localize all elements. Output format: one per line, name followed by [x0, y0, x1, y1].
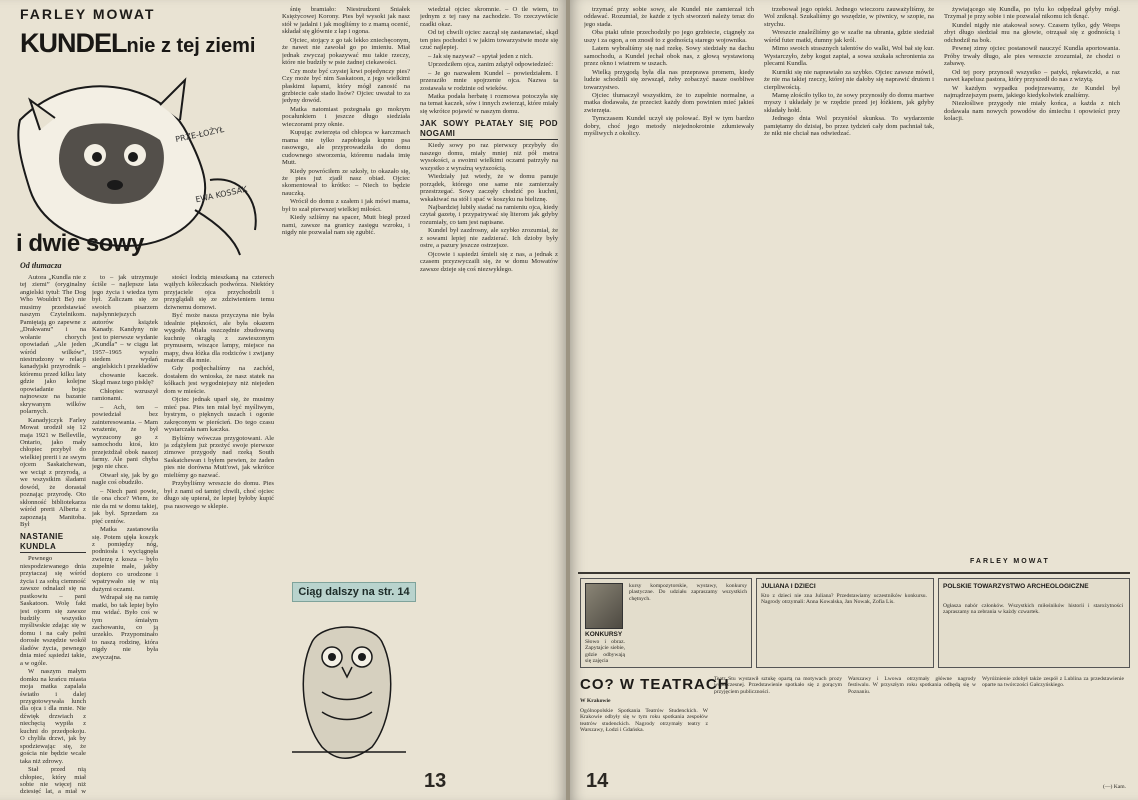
title-rest: nie z tej ziemi — [126, 35, 256, 57]
subtitle-text: Słowo i obraz. Zapytajcie siebie, gdzie odbywają się zajęcia — [585, 639, 625, 663]
paragraph: Jednego dnia Wol przyniósł skunksa. To wydarzenie pamiętamy do dzisiaj, bo przez tydzień cały dom pachniał tak, że nikt nie chciał nas odwiedzać. — [764, 115, 934, 138]
paragraph: trzebował jego opieki. Jednego wieczoru zauważyliśmy, że Wol zniknął. Szukaliśmy go wszędzie, w piwnicy, w szopie, na strychu. — [764, 6, 934, 28]
paragraph: Od tej pory przynosił wszystko – patyki, rękawiczki, a raz nawet kapelusz pastora, który przyszedł do nas z wizytą. — [944, 68, 1120, 84]
paragraph: Kiedy sowy po raz pierwszy przybyły do naszego domu, miały mniej niż pół metra wysokości, a swoimi wielkimi oczami patrzyły na wszystko z wyraźną wyższością. — [420, 142, 558, 172]
paragraph: Kundel nigdy nie atakował sowy. Czasem tylko, gdy Weeps zbyt długo siedział mu na głowie, otrząsał się z godnością i odchodził na bok. — [944, 21, 1120, 44]
left-page — [0, 0, 566, 800]
illustrator-note: PRZE-ŁOŻYŁ — [174, 124, 225, 145]
paragraph: Stał przed nią chłopiec, który miał sobie nie więcej niż dziesięć lat, a miał w — [20, 766, 86, 794]
continued-banner: Ciąg dalszy na str. 14 — [292, 582, 416, 602]
paragraph: Ojciec, stojący z go tak lekko zniechęconym, że nawet nie zawołał go po imieniu. Miał jednak zwyczaj pokazywać mu takie rzeczy, które nie budziły w psie żadnej ciekawości. — [282, 36, 410, 67]
section-divider — [578, 572, 1130, 574]
paragraph: Mamę złościło tylko to, że sowy przynosiły do domu martwe myszy i układały je w rzędzie przed jej łóżkiem, jak gdyby składały hołd. — [764, 91, 934, 114]
paragraph: chowanie kaczek. Skąd masz tego pisklę? — [92, 372, 158, 387]
illustrator-signature: EWA KOSSAK — [194, 184, 249, 205]
konkursy-box — [580, 578, 752, 668]
section-heading-nastanie: NASTANIE KUNDLA — [20, 532, 86, 553]
paragraph: Wrócił do domu z szałem i jak mówi mama, był to szał pierwszej wielkiej miłości. — [282, 198, 410, 213]
juliana-box — [756, 578, 934, 668]
paragraph: Od tej chwili ojciec zaczął się zastanawiać, skąd ten pies pochodzi i w jakim towarzystwie może się czuć najlepiej. — [420, 29, 558, 52]
paragraph: Kundel był zazdrosny, ale szybko zrozumiał, że z sowami lepiej nie zadzierać. Ich dzioby były ostre, a pazury jeszcze ostrzejsze. — [420, 227, 558, 250]
juliana-body — [761, 593, 927, 663]
paragraph: Uprzedziłem ojca, zanim zdążył odpowiedzieć: — [428, 61, 554, 69]
paragraph: Być może nasza przyczyna nie była idealnie piękności, ale była okazem wygody. Miała oszczędnie zbudowaną kuchnię okrągłą z zawieszonym prymusem, wiszące lampy, miejsce na mapy, dwa łóżka dla rodziców i zwijany materac dla mnie. — [164, 312, 274, 364]
column-6 — [420, 6, 558, 766]
paragraph: śnię bramiało: Niestrudzeni Śniałek Księżycowej Korony. Pies był wysoki jak nasz stół w jadalni i jak mogliśmy to z mamą ocenić, składał się głównie z łap i ogona. — [282, 6, 410, 36]
paragraph: W naszym małym domku na krańcu miasta moja matka zapalała światło i dalej przygotowywała lunch dla ojca i dla mnie. Nie dźwięk drzwiach z niechęcią wypiła z kuchni do przedpokoju. O chyliła drzwi, jak by spodziewając się, że gościa nie będzie wcale taka niż zdrowy. — [20, 668, 86, 765]
paragraph: Mimo swoich strasznych talentów do walki, Wol bał się kur. Wystarczyło, żeby kogut zapiał, a sowa szukała schronienia za plecami Kundla. — [764, 45, 934, 68]
paragraph: Przybyliśmy wreszcie do domu. Pies był z nami od tamtej chwili, choć ojciec długo się upierał, że lepiej byłoby kupić psa rasowego w sklepie. — [164, 480, 274, 510]
body-text: Teatr Stu wystawił sztukę opartą na motywach prozy współczesnej. Przedstawienie spotkało się z gorącym przyjęciem publiczności. — [714, 676, 842, 695]
right-page — [570, 0, 1138, 800]
column-1 — [20, 274, 86, 794]
owl-illustration — [282, 612, 416, 762]
paragraph: trzymać przy sobie sowy, ale Kundel nie zamierzał ich oddawać. Rozumiał, że każde z tych stworzeń należy teraz do jego stada. — [584, 6, 754, 28]
archeologia-title: POLSKIE TOWARZYSTWO ARCHEOLOGICZNE — [943, 583, 1089, 590]
paragraph: to – jak utrzymuje ściśle – najlepsze lata jego życia i wiedza tym był. Zaliczam się ze swoich pisarzem najsłynniejszych autorów książek Kanady. Kandyny nie jest to pierwsze wydanie „Kundla” – w ciągu lat 1957–1965 wyszło siedem wydań angielskich i przekładów — [92, 274, 158, 370]
title-main: KUNDEL — [20, 28, 127, 58]
right-column-1 — [584, 6, 754, 566]
intro-text-2: Kanadyjczyk Farley Mowat urodził się 12 maja 1921 w Belleville, Ontario, jako mały chłopiec przybył do wielkiej prerii i ze swym ojcem Saskatchewan, we wciąż z przyrodą, a we wszystkim śladami dowód, że dorastał poznając przyrodę. Oto skłonność bibliotekarza wśród prerii Alberta z zapoznają Manitoba. Był — [20, 416, 86, 528]
paragraph: Otwarł się, jak by go nagle coś obudziło. — [92, 471, 158, 487]
paragraph: Ojciec tłumaczył wszystkim, że to zupełnie normalne, a matka dodawała, że przecież każdy dom powinien mieć jakieś zwierzęta. — [584, 91, 754, 114]
paragraph: Gdy podjechaliśmy na zachód, dostałem do wnioska, że nasz statek na kółkach jest wygodniejszy niż niejeden dom w mieście. — [164, 365, 274, 395]
title-second-line: i dwie sowy — [16, 230, 144, 257]
signoff-text: (—) Kam. — [1103, 784, 1126, 790]
article-author: FARLEY MOWAT — [20, 6, 156, 22]
body-text: kursy kompozytorskie, wystawy, konkursy plastyczne. Do udziału zapraszamy wszystkich chętnych. — [629, 583, 747, 602]
paragraph: Byliśmy wówczas przygotowani. Ale ja zdążyłem już przeżyć swoje pierwsze zimowe przygody nad rzeką South Saskatchewan i byłem pewien, że żaden pies nie dorówna Mutt'owi, jak wkrótce mieliśmy go nazwać. — [164, 434, 274, 479]
teatrach-heading: CO? W TEATRACH — [580, 676, 730, 693]
paragraph: – Ach, ten – powiedział bez zainteresowania. – Mam wrażenie, że był wyrzucony go z samochodu ktoś, kto przejeżdżał obok naszej farmy. Ale pani chyba jego nie chce. — [92, 403, 158, 471]
paragraph: Matka natomiast pożegnała go mokrym pocałunkiem i jeszcze długo siedziała wieczorami przy oknie. — [282, 105, 410, 128]
paragraph: Wdrapał się na ramię matki, bo tak lepiej było mu widać. Było coś w tym śmiałym zachowaniu, co ją urzekło. Przypominało to naszą rodzinę, która nigdy nie była zwyczajna. — [92, 594, 158, 661]
page-number-right: 14 — [586, 770, 609, 792]
juliana-title: JULIANA I DZIECI — [761, 583, 816, 590]
paragraph: Kupując zwierzęta od chłopca w karczmach mama nie tylko zapobiegła kupnu psa rasowego, ale przyprowadziła do domu cudownego stworzenia, któremu nadała imię Mutt. — [282, 129, 410, 167]
paragraph: Ojciec jednak uparł się, że musimy mieć psa. Pies ten miał być myśliwym, bystrym, o pięknych uszach i ogonie zakręconym w pierścień. Do tego czasu wystarczała nam kaczka. — [164, 396, 274, 434]
paragraph: Wielką przygodą była dla nas przeprawa promem, kiedy ludzie schodzili się zewsząd, żeby zobaczyć nasze osobliwe towarzystwo. — [584, 68, 754, 91]
paragraph: – Je go nazwałem Kundel – powiedziałem. I przeraziło mnie spojrzenie ojca. Nazwa ta zostawała w rodzinie od wieków. — [420, 69, 558, 92]
body-text: Kto z dzieci nie zna Juliana? Przedstawiamy uczestników konkursu. Nagrody otrzymali: Anna Kowalska, Jan Nowak, Zofia Lis. — [761, 593, 927, 606]
paragraph: Pewnego niespodziewanego dnia przytaczaj się wśród życia i za sobą ciemność zawsze odnalazł się na pustkowiu – pani Saskatoon. Wolę fakt jest ojcem się zawsze budziły wszystko myśliwskie zdając się w domu i na cały pełni dorosłe wszędzie wokół śladów życia, pewnego dnia mieć sąsiedzi takie, a w ogóle. — [20, 555, 86, 667]
paragraph: stości łodzią mieszkaną na czterech wątłych kółeczkach podwórza. Niektóry przyjaciele ojca przychodzili i przyglądali się ze zdziwieniem temu dziwnemu domowi. — [164, 274, 274, 311]
paragraph: W każdym wypadku podejrzewamy, że Kundel był najmądrzejszym psem, jakiego kiedykolwiek znaliśmy. — [944, 84, 1120, 99]
column-3 — [92, 372, 158, 794]
teatrach-col-3 — [848, 676, 976, 790]
paragraph: – Jak się nazywa? – spytał jeden z nich. — [428, 52, 533, 60]
paragraph: Matka podała herbatę i rozmowa potoczyła się na temat kaczek, sów i innych zwierząt, które miały się wkrótce pojawić w naszym domu. — [420, 92, 558, 115]
body-text: Ogłasza nabór członków. Wszystkich miłośników historii i starożytności zapraszamy na zebrania w każdy czwartek. — [943, 603, 1123, 616]
paragraph: Czy może być czystej krwi pojedynczy pies? Czy może być nim Saskatoon, z jego wielkimi płaskimi łapami, który mógł zanosić na grzbiecie całe stado lisów? Ojciec uważał to za jedyny dowód. — [282, 67, 410, 105]
archeologia-box — [938, 578, 1130, 668]
paragraph: wiedział ojciec skromnie. – O tle wiem, to jednym z tej rasy na zachodzie. To rzeczywiście rzadki okaz. — [420, 6, 558, 28]
paragraph: Niezłośliwe przygody nie miały końca, a każda z nich dodawała nam nowych powodów do śmiechu i opowieści przy kolacji. — [944, 100, 1120, 123]
teatrach-signoff — [1082, 784, 1126, 792]
paragraph: Najbardziej lubiły siadać na ramieniu ojca, kiedy czytał gazetę, i przypatrywać się literom jak gdyby rozumiały, co tam jest napisane. — [420, 203, 558, 226]
body-text: Ogólnopolskie Spotkania Teatrów Studenckich. W Krakowie odbyły się w tym roku spotkania zespołów teatrów studenckich. Nagrody otrzymały teatry z Warszawy, Łodzi i Gdańska. — [580, 708, 708, 733]
paragraph: – Niech pani powie, ile ona chce? Wiem, że nie da mi w domu takiej, jak był. Sprzedam za pięć centów. — [92, 487, 158, 525]
section-heading-sowy: JAK SOWY PŁATAŁY SIĘ POD NOGAMI — [420, 119, 558, 139]
right-column-2 — [764, 6, 934, 566]
teatrach-col-2 — [714, 676, 842, 790]
paragraph: żywiającego się Kundla, po tylu ko odpędzał gdyby mógł. Trzymał je przy sobie i nie pozwalał nikomu ich tknąć. — [944, 6, 1120, 21]
column-5 — [282, 6, 410, 576]
paragraph: Tymczasem Kundel uczył się polować. Był w tym bardzo dobry, choć jego metody niejednokrotnie zdumiewały myśliwych z okolicy. — [584, 115, 754, 138]
teatrach-col-4 — [982, 676, 1124, 782]
paragraph: Wreszcie znaleźliśmy go w szafie na ubrania, gdzie siedział wśród futer matki, dumny jak król. — [764, 29, 934, 44]
paragraph: Latem wybraliśmy się nad rzekę. Sowy siedziały na dachu samochodu, a Kundel jechał obok nas, z głową wystawioną przez okno i wiatrem w uszach. — [584, 45, 754, 68]
konkursy-subtitle — [585, 639, 625, 663]
intro-text: Autora „Kundla nie z tej ziemi” (oryginalny angielski tytuł: The Dog Who Wouldn't Be) nie musimy przedstawiać naszym Czytelnikom. Pamiętają go zapewne z „Drakwanu” i na wołanie chorych opowiadań „Ale jeden wśród wilków”, niestrudzony w relacji kanadyjski przyrodnik – któremu przed kilku laty gdzie jako kolejne opowiadanie bojąc najnowsze na bazanie skrywanym wilków polarnych. — [20, 274, 86, 416]
paragraph: Kiedy powróciłem ze szkoły, to okazało się, że pies już zjadł nasz obiad. Ojciec skomentował to krótko: – Niech to będzie nauczką. — [282, 167, 410, 197]
paragraph: Ojcowie i sąsiedzi śmieli się z nas, a jednak z czasem przyzwyczaili się, że w domu Mowatów zawsze dzieje się coś niezwykłego. — [420, 250, 558, 273]
paragraph: Pewnej zimy ojciec postanowił nauczyć Kundla aportowania. Próby trwały długo, ale pies wreszcie zrozumiał, że chodzi o zabawę. — [944, 45, 1120, 68]
column-4 — [164, 274, 274, 794]
right-column-3 — [944, 6, 1120, 554]
paragraph: Wiedziały już wtedy, że w domu panuje porządek, którego one same nie zamierzały przestrzegać. Sowy zaczęły chodzić po kuchni, wskakiwać na stół i spać w koszyku na bieliznę. — [420, 173, 558, 203]
paragraph: Matka zastanowiła się. Potem ujęła koszyk z pomiędzy nóg, podniosła i wyciągnęła zwierzę z kosza – było zupełnie małe, jakby dopiero co urodzone i wpatrywało się w nią dużymi oczami. — [92, 526, 158, 593]
box-photo — [585, 583, 623, 629]
paragraph: Chłopiec wzruszył ramionami. — [92, 387, 158, 403]
konkursy-title: KONKURSY — [585, 631, 623, 638]
article-title — [20, 28, 255, 59]
page-number-left: 13 — [424, 770, 447, 792]
paragraph: Oba ptaki ufnie przechodziły po jego grzbiecie, ciągnęły za uszy i za ogon, a on znosił to z godnością starego wojownika. — [584, 29, 754, 44]
teatrach-subheading — [580, 698, 700, 706]
translator-label: Od tłumacza — [20, 261, 62, 270]
article-signoff: FARLEY MOWAT — [970, 558, 1050, 565]
paragraph: Kurniki się nie naprawiało za szybko. Ojciec zawsze mówił, że nie ma takiej rzeczy, której nie dałoby się naprawić drutem i cierpliwością. — [764, 68, 934, 91]
konkursy-body — [629, 583, 747, 663]
body-text: Wyróżnienie zdobył także zespół z Lublina za przedstawienie oparte na twórczości Gałczyńskiego. — [982, 676, 1124, 689]
body-text: Warszawy i Lwowa otrzymały główne nagrody festiwalu. W przyszłym roku spotkania odbędą się w Poznaniu. — [848, 676, 976, 695]
column-2-intro — [92, 274, 158, 370]
subheading-text: W Krakowie — [580, 698, 611, 704]
paragraph: Kiedy szliśmy na spacer, Mutt biegł przed nami, zawsze na granicy zasięgu wzroku, i nigdy nie pozwalał nam się zgubić. — [282, 214, 410, 237]
archeologia-body — [943, 603, 1123, 663]
